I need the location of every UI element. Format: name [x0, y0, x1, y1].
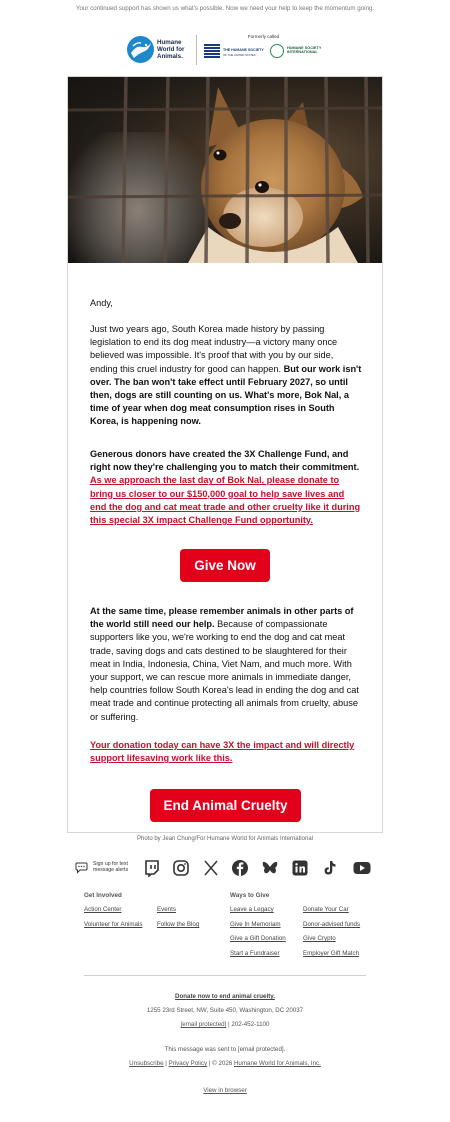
- footer-address: 1255 23rd Street, NW, Suite 450, Washington, DC 20037: [146, 1007, 304, 1014]
- cage-bars: [68, 77, 382, 263]
- footer-phone: | 202-452-1100: [226, 1021, 270, 1028]
- link-follow-blog[interactable]: Follow the Blog: [157, 921, 200, 928]
- link-start-fundraiser[interactable]: Start a Fundraiser: [230, 950, 280, 957]
- footer-donate-link[interactable]: Donate now to end animal cruelty.: [175, 993, 275, 1000]
- hsus-logo: [204, 43, 266, 59]
- other-animals-paragraph: [90, 605, 362, 724]
- email-header: [0, 33, 450, 67]
- photo-credit: Photo by Jean Chung/For Humane World for Animals International: [137, 836, 313, 842]
- footer-sent-to: This message was sent to [email protected].: [164, 1046, 286, 1053]
- email-card: [67, 76, 383, 833]
- greeting: Andy,: [90, 298, 113, 308]
- other-animals-text: Because of compassionate supporters like you, we're working to end the dog and cat meat trade, saving dogs and cats destined to be slaughtered for their meat in India, Indonesia, China, Viet Nam, and much more. With your support, we can rescue more animals in immediate danger, help countries follow South Korea's lead in ending the dog and cat meat trade and continue protecting all animals from cruelty, abuse or suffering.: [90, 619, 359, 722]
- view-in-browser-link[interactable]: View in browser: [203, 1087, 247, 1094]
- give-now-button[interactable]: Give Now: [180, 549, 270, 582]
- impact-link[interactable]: Your donation today can have 3X the impact and will directly support lifesaving work like this.: [90, 740, 355, 764]
- formerly-called-label: Formerly called: [247, 34, 280, 39]
- challenge-paragraph: [90, 448, 362, 527]
- link-events[interactable]: Events: [157, 906, 176, 913]
- footer-legal: Unsubscribe | Privacy Policy | © 2026 Humane World for Animals, Inc.: [129, 1060, 321, 1067]
- preheader-text: Your continued support has shown us what's possible. Now we need your help to keep the momentum going.: [75, 5, 375, 12]
- get-involved-heading: Get Involved: [84, 892, 122, 899]
- hsi-logo: [270, 43, 326, 59]
- sms-signup-label: Sign up for text message alerts: [93, 861, 129, 873]
- footer-email-link[interactable]: [email protected]: [180, 1021, 227, 1028]
- privacy-policy-link[interactable]: Privacy Policy: [168, 1060, 208, 1067]
- other-animals-bold-text: At the same time, please remember animals in other parts of the world still need our help.: [90, 606, 354, 630]
- link-give-crypto[interactable]: Give Crypto: [303, 935, 336, 942]
- chat-bubble-icon: [75, 861, 88, 874]
- facebook-icon[interactable]: [231, 859, 249, 877]
- instagram-icon[interactable]: [172, 859, 190, 877]
- footer-links: [84, 890, 374, 970]
- social-bar: [73, 857, 378, 879]
- intro-paragraph: [90, 323, 362, 429]
- org-link[interactable]: Humane World for Animals, Inc.: [233, 1060, 321, 1067]
- copyright-text: | © 2026: [207, 1060, 234, 1067]
- linkedin-icon[interactable]: [291, 859, 309, 877]
- humane-world-logo[interactable]: [127, 36, 193, 64]
- logo-divider: [196, 35, 197, 65]
- link-donor-advised[interactable]: Donor-advised funds: [303, 921, 361, 928]
- hsi-globe-icon: [270, 44, 284, 58]
- footer-contact: [70, 1021, 380, 1028]
- end-animal-cruelty-button[interactable]: End Animal Cruelty: [150, 789, 301, 822]
- hsus-name: THE HUMANE SOCIETY: [223, 48, 264, 52]
- challenge-bold-text: Generous donors have created the 3X Challenge Fund, and right now they're challenging you to match their commitment.: [90, 449, 360, 473]
- ways-to-give-heading: Ways to Give: [230, 892, 270, 899]
- hero-image-dog-in-cage: [68, 77, 382, 263]
- logo-wordmark: Humane World for Animals.: [157, 39, 185, 60]
- link-give-memoriam[interactable]: Give In Memoriam: [230, 921, 281, 928]
- link-leave-legacy[interactable]: Leave a Legacy: [230, 906, 274, 913]
- link-gift-donation[interactable]: Give a Gift Donation: [230, 935, 286, 942]
- hsus-subtitle: OF THE UNITED STATES: [223, 53, 256, 57]
- youtube-icon[interactable]: [353, 859, 371, 877]
- intro-bold-text: But our work isn't over. The ban won't take effect until February 2027, so until then, dogs are still counting on us. What's more, Bok Nal, a time of year when dog meat consumption rises in South Korea, is happening now.: [90, 363, 362, 427]
- link-volunteer[interactable]: Volunteer for Animals: [84, 921, 143, 928]
- bluesky-icon[interactable]: [261, 859, 279, 877]
- tiktok-icon[interactable]: [320, 859, 338, 877]
- footer-divider: [84, 975, 366, 976]
- logo-emblem-icon: [127, 36, 154, 63]
- link-employer-match[interactable]: Employer Gift Match: [303, 950, 360, 957]
- link-donate-car[interactable]: Donate Your Car: [303, 906, 349, 913]
- intro-text: Just two years ago, South Korea made history by passing legislation to end its dog meat industry—a victory many once believed was impossible. It's proof that with you by our side, ending this cruel industry for good can happen.: [90, 324, 338, 374]
- x-icon[interactable]: [202, 859, 220, 877]
- hsus-flag-icon: [204, 44, 220, 58]
- unsubscribe-link[interactable]: Unsubscribe: [129, 1060, 164, 1067]
- link-action-center[interactable]: Action Center: [84, 906, 122, 913]
- donate-text-link[interactable]: As we approach the last day of Bok Nal, please donate to bring us closer to our $150,000 goal to help save lives and end the dog and cat meat trade and other cruelty like it during this special 3X impact Challenge Fund opportunity.: [90, 475, 361, 526]
- twitch-icon[interactable]: [143, 859, 161, 877]
- sms-signup[interactable]: [75, 859, 135, 877]
- hsi-name: HUMANE SOCIETY INTERNATIONAL: [287, 46, 322, 55]
